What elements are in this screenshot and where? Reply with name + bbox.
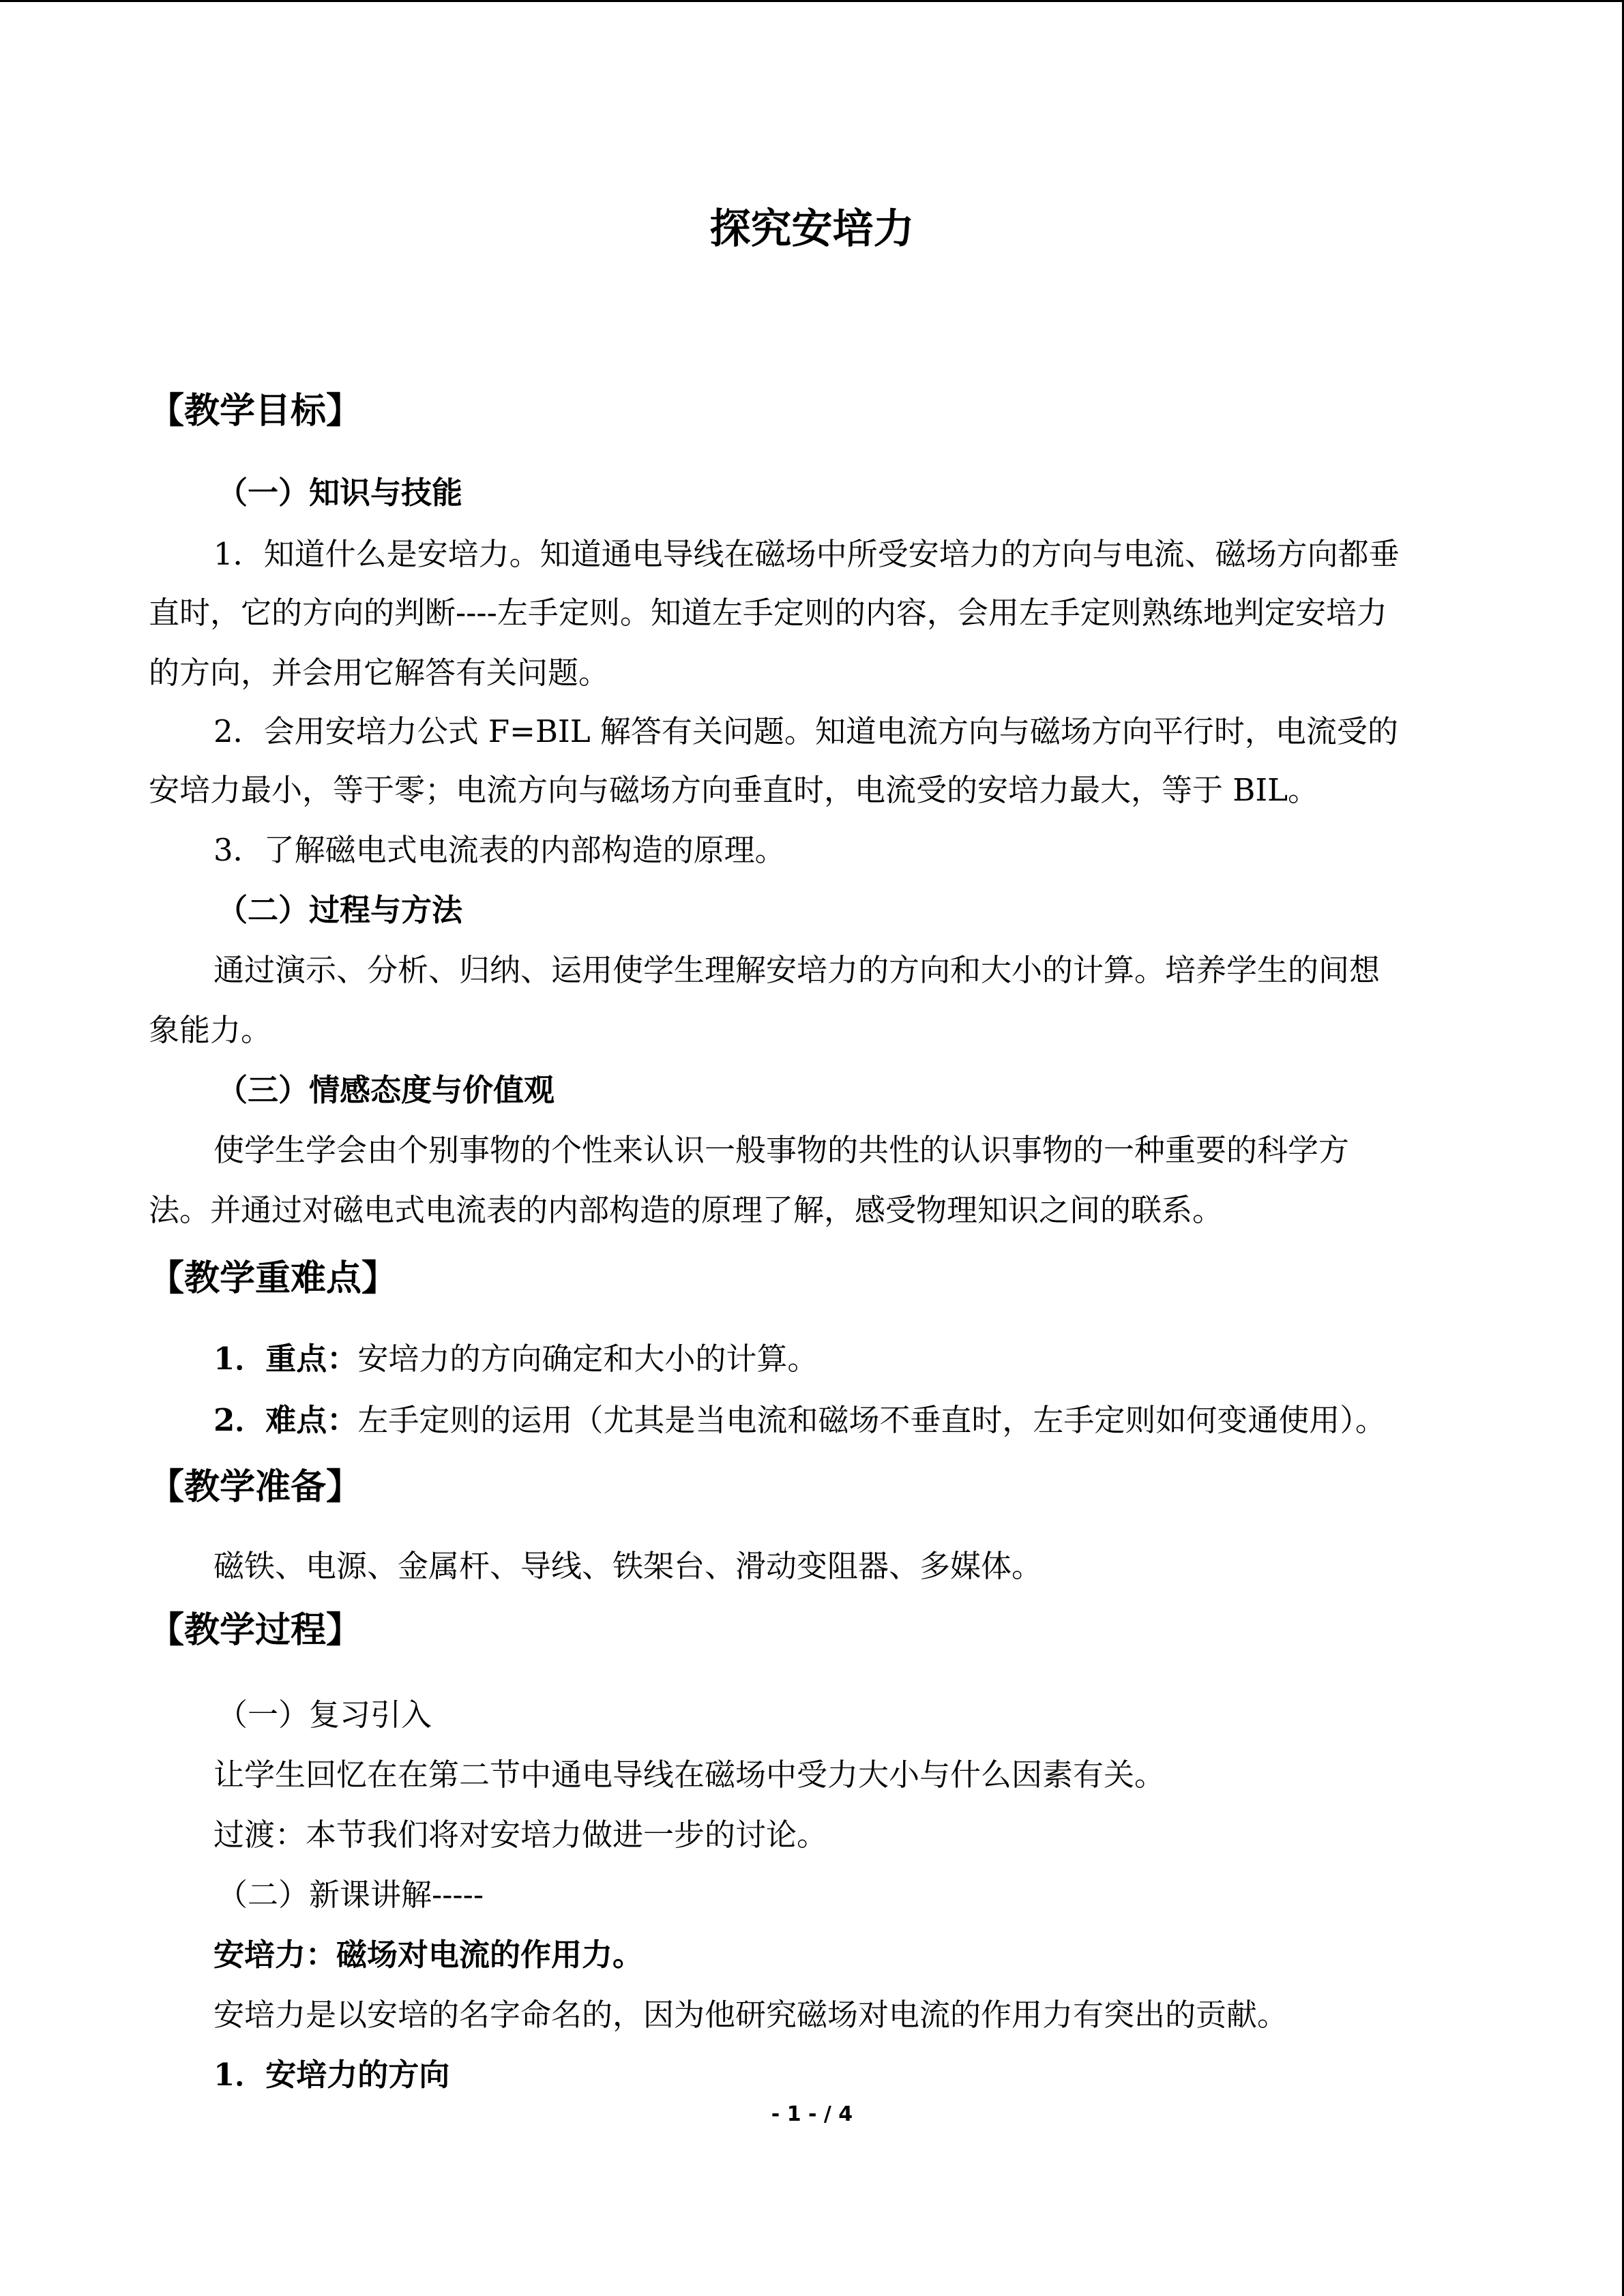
heading-preparation: 【教学准备】: [149, 1466, 362, 1508]
subheading-review: （一）复习引入: [217, 1697, 432, 1733]
ampere-force-definition: 安培力：磁场对电流的作用力。: [213, 1937, 644, 1973]
key-point-2: [213, 1402, 1386, 1439]
objective-1-line-3: 的方向，并会用它解答有关问题。: [149, 655, 610, 691]
attitude-line-2: 法。并通过对磁电式电流表的内部构造的原理了解，感受物理知识之间的联系。: [149, 1192, 1224, 1228]
review-text: 让学生回忆在在第二节中通电导线在磁场中受力大小与什么因素有关。: [213, 1757, 1166, 1793]
ampere-naming-text: 安培力是以安培的名字命名的，因为他研究磁场对电流的作用力有突出的贡献。: [213, 1997, 1288, 2033]
objective-2-line-2: 安培力最小，等于零；电流方向与磁场方向垂直时，电流受的安培力最大，等于 BIL。: [149, 772, 1319, 808]
subheading-knowledge: （一）知识与技能: [217, 475, 463, 511]
page-number: - 1 - / 4: [771, 2102, 853, 2126]
subheading-attitude: （三）情感态度与价值观: [217, 1072, 555, 1108]
key-point-1-label: 1．重点：: [213, 1341, 358, 1377]
process-line-2: 象能力。: [149, 1012, 272, 1048]
subheading-new-lesson: （二）新课讲解-----: [217, 1877, 484, 1913]
objective-1-line-2: 直时，它的方向的判断----左手定则。知道左手定则的内容，会用左手定则熟练地判定安培力: [149, 595, 1387, 631]
page-title: 探究安培力: [709, 205, 915, 253]
objective-2-line-1: 2．会用安培力公式 F=BIL 解答有关问题。知道电流方向与磁场方向平行时，电流受的: [213, 713, 1398, 749]
objective-3: 3．了解磁电式电流表的内部构造的原理。: [213, 832, 786, 868]
heading-objectives: 【教学目标】: [149, 390, 362, 432]
key-point-2-text: 左手定则的运用（尤其是当电流和磁场不垂直时，左手定则如何变通使用）。: [357, 1402, 1386, 1438]
page-border-top: [0, 0, 1624, 2]
key-point-1: [213, 1341, 818, 1377]
attitude-line-1: 使学生学会由个别事物的个性来认识一般事物的共性的认识事物的一种重要的科学方: [213, 1132, 1350, 1168]
key-point-1-text: 安培力的方向确定和大小的计算。: [357, 1341, 818, 1377]
direction-heading: 1．安培力的方向: [213, 2057, 450, 2093]
key-point-2-label: 2．难点：: [213, 1402, 358, 1438]
preparation-text: 磁铁、电源、金属杆、导线、铁架台、滑动变阻器、多媒体。: [213, 1548, 1043, 1584]
heading-teaching-process: 【教学过程】: [149, 1609, 362, 1651]
process-line-1: 通过演示、分析、归纳、运用使学生理解安培力的方向和大小的计算。培养学生的间想: [213, 952, 1381, 988]
transition-text: 过渡：本节我们将对安培力做进一步的讨论。: [213, 1817, 828, 1853]
subheading-process-method: （二）过程与方法: [217, 892, 463, 928]
heading-key-points: 【教学重难点】: [149, 1257, 398, 1299]
objective-1-line-1: 1．知道什么是安培力。知道通电导线在磁场中所受安培力的方向与电流、磁场方向都垂: [213, 536, 1400, 572]
